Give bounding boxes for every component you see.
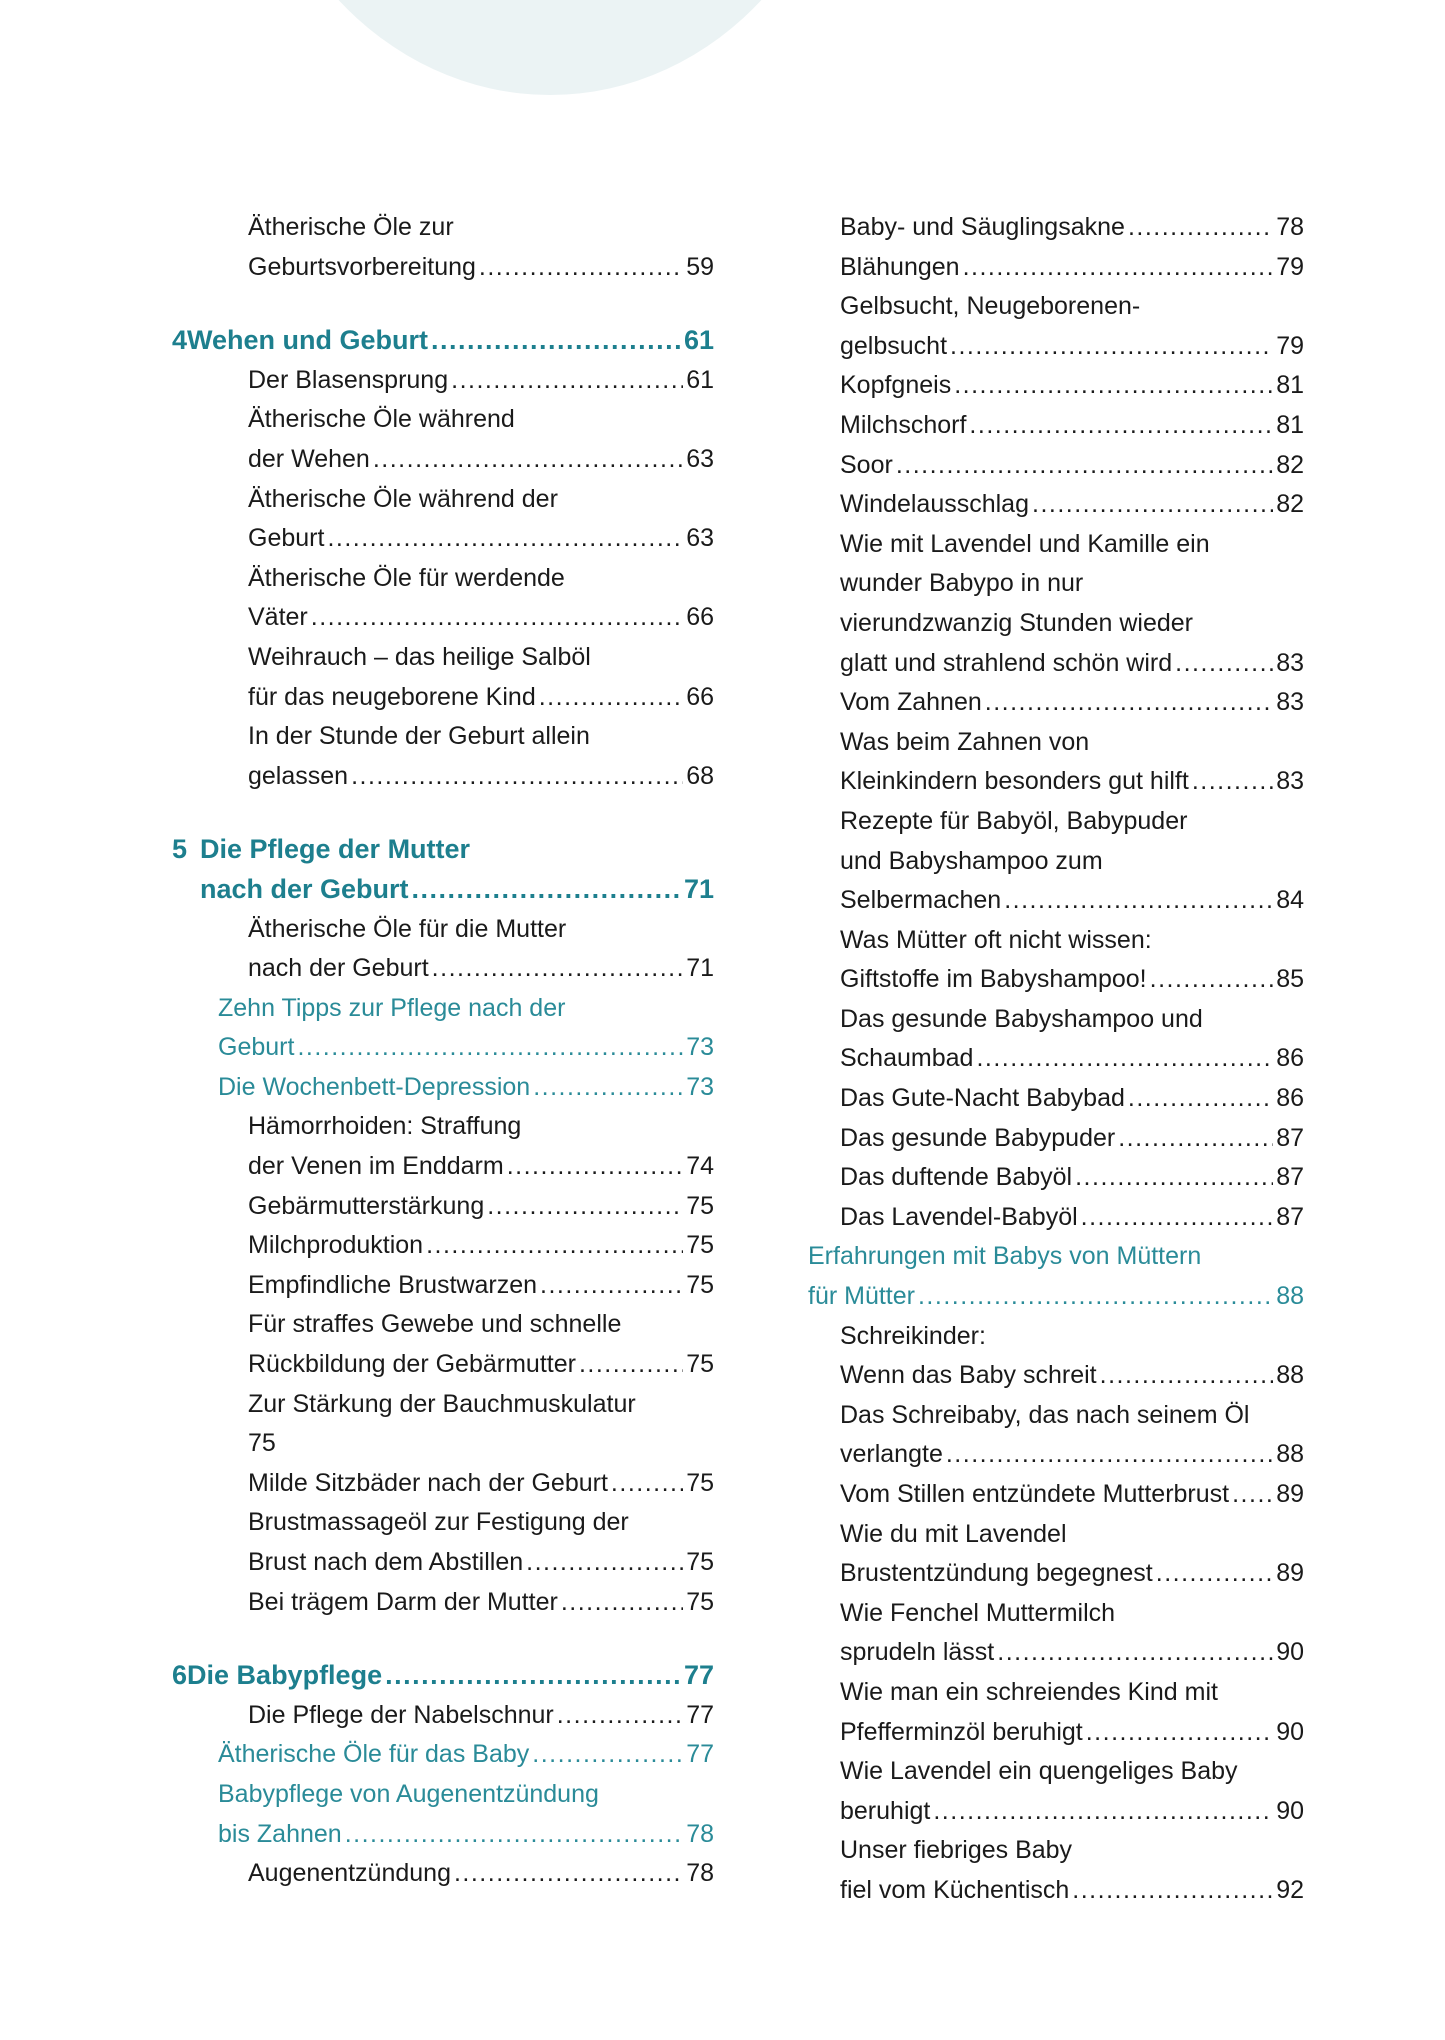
toc-section-link[interactable] [172,989,714,1068]
page-number: 88 [1276,1440,1304,1469]
toc-entry[interactable] [172,559,714,638]
dot-leader [1192,762,1273,802]
toc-entry[interactable] [172,208,714,287]
entry-title: Wie du mit Lavendel [840,1519,1067,1548]
page-number: 89 [1276,1559,1304,1588]
toc-entry[interactable] [808,1158,1304,1198]
page-number: 61 [683,325,714,356]
entry-title: Für straffes Gewebe und schnelle [248,1310,622,1339]
page-number: 73 [686,1033,714,1062]
entry-title: Unser fiebriges Baby [840,1836,1073,1865]
entry-title: Das gesunde Babyshampoo und [840,1004,1203,1033]
dot-leader [997,1633,1273,1673]
page-number: 84 [1276,886,1304,915]
entry-title: Wehen und Geburt [187,325,429,356]
toc-entry[interactable] [808,248,1304,288]
toc-entry[interactable] [172,717,714,796]
dot-leader [533,1068,683,1108]
dot-leader [311,598,683,638]
entry-title: Ätherische Öle für das Baby [218,1740,530,1769]
toc-entry[interactable] [808,208,1304,248]
page-number: 75 [686,1231,714,1260]
toc-entry[interactable] [172,1583,714,1623]
entry-title: In der Stunde der Geburt allein [248,722,590,751]
entry-title: Wenn das Baby schreit [840,1361,1097,1390]
toc-entry[interactable] [172,1226,714,1266]
dot-leader [985,683,1273,723]
entry-title: Das Lavendel-Babyöl [840,1202,1078,1231]
toc-entry[interactable] [172,400,714,479]
toc-entry[interactable] [172,1187,714,1227]
page-number: 83 [1276,648,1304,677]
entry-title: Das gesunde Babypuder [840,1123,1116,1152]
page-number: 78 [686,1859,714,1888]
entry-title: glatt und strahlend schön wird [840,648,1173,677]
entry-title: wunder Babypo in nur [840,569,1084,598]
page-number: 86 [1276,1084,1304,1113]
entry-title: Das duftende Babyöl [840,1163,1073,1192]
toc-entry[interactable] [808,921,1304,1000]
toc-entry[interactable] [808,1198,1304,1238]
dot-leader [950,327,1273,367]
page-number: 89 [1276,1480,1304,1508]
entry-title: Schreikinder: [840,1321,986,1350]
page-number: 74 [686,1152,714,1181]
page-number: 68 [686,761,714,790]
page-number: 63 [686,524,714,553]
toc-entry[interactable] [172,910,714,989]
dot-leader [526,1543,683,1583]
dot-leader [532,1735,683,1775]
entry-title: nach der Geburt [200,873,409,904]
entry-title: Geburt [218,1033,295,1062]
page-number: 59 [686,252,714,281]
dot-leader [1075,1158,1273,1198]
toc-column-right [808,208,1304,1911]
dot-leader [1150,960,1274,1000]
entry-title: und Babyshampoo zum [840,846,1103,875]
toc-chapter-heading[interactable] [172,321,714,361]
page-number: 75 [686,1468,714,1497]
dot-leader [557,1696,683,1736]
toc-entry[interactable] [172,638,714,717]
entry-title: Die Pflege der Nabelschnur [248,1700,554,1729]
entry-title: Gebärmutterstärkung [248,1191,485,1220]
toc-entry[interactable] [808,1752,1304,1831]
dot-leader [540,1266,683,1306]
entry-title: Augenentzündung [248,1859,451,1888]
entry-title: Hämorrhoiden: Straffung [248,1112,522,1141]
dot-leader [351,757,683,797]
page-number: 83 [1276,767,1304,796]
entry-title: für Mütter [808,1282,915,1311]
toc-entry[interactable] [172,480,714,559]
entry-title: 75 [248,1429,276,1458]
entry-title: sprudeln lässt [840,1638,995,1667]
entry-title: Kopfgneis [840,371,952,400]
entry-title: nach der Geburt [248,954,429,983]
toc-entry[interactable] [172,361,714,401]
chapter-number: 6 [172,1660,188,1691]
page-number: 82 [1276,490,1304,519]
page-number: 61 [686,365,714,394]
entry-title: Das Gute-Nacht Babybad [840,1084,1125,1113]
entry-title: Ätherische Öle während der [248,484,558,513]
entry-title: für das neugeborene Kind [248,682,536,711]
entry-title: Selbermachen [840,886,1002,915]
page-number: 75 [686,1350,714,1379]
dot-leader [611,1464,683,1504]
entry-title: Empfindliche Brustwarzen [248,1270,538,1299]
toc-chapter-heading[interactable] [172,830,714,909]
dot-leader [561,1583,683,1623]
page-number: 75 [686,1548,714,1576]
toc-entry[interactable] [808,485,1304,525]
dot-leader [487,1187,683,1227]
entry-title: Brustmassageöl zur Festigung der [248,1508,629,1537]
toc-entry[interactable] [808,1079,1304,1119]
entry-title: gelassen [248,761,349,790]
dot-leader [1004,881,1273,921]
entry-title: Bei trägem Darm der Mutter [248,1587,558,1616]
page-number: 82 [1276,450,1304,479]
page-number: 90 [1276,1796,1304,1825]
page-number: 66 [686,682,714,711]
entry-title: Die Pflege der Mutter [200,834,471,865]
toc-section-link[interactable] [808,1237,1304,1316]
page-number: 75 [686,1270,714,1299]
entry-title: der Venen im Enddarm [248,1152,504,1181]
entry-title: Wie Lavendel ein quengeliges Baby [840,1757,1238,1786]
toc-entry[interactable] [808,525,1304,683]
dot-leader [426,1226,683,1266]
page-number: 79 [1276,331,1304,360]
toc-column-left [172,208,714,1894]
toc-entry[interactable] [808,802,1304,921]
page-number: 88 [1276,1282,1304,1311]
page-number: 78 [686,1819,714,1848]
page-number: 78 [1276,213,1304,241]
page-number: 79 [1276,252,1304,281]
dot-leader [373,440,683,480]
page-number: 75 [686,1587,714,1616]
toc-entry[interactable] [808,1515,1304,1594]
toc-entry[interactable] [808,1594,1304,1673]
entry-title: Väter [248,603,308,632]
dot-leader [345,1815,683,1855]
entry-title: Wie man ein schreiendes Kind mit [840,1677,1218,1706]
page-number: 90 [1276,1717,1304,1746]
dot-leader [454,1854,683,1894]
entry-title: Milchproduktion [248,1231,424,1260]
decorative-circle [245,0,855,95]
entry-title: Rückbildung der Gebärmutter [248,1350,576,1379]
dot-leader [1175,644,1273,684]
entry-title: Was Mütter oft nicht wissen: [840,925,1152,954]
dot-leader [1232,1475,1273,1515]
page-number: 63 [686,444,714,473]
entry-title: Geburt [248,524,325,553]
dot-leader [1128,208,1273,248]
entry-title: Zur Stärkung der Bauchmuskulatur [248,1389,636,1418]
entry-title: Ätherische Öle für werdende [248,563,565,592]
entry-title: Gelbsucht, Neugeborenen- [840,292,1141,321]
toc-entry[interactable] [808,1396,1304,1475]
dot-leader [539,678,683,718]
toc-entry[interactable] [172,1503,714,1582]
dot-leader [327,519,683,559]
toc-entry[interactable] [808,683,1304,723]
entry-title: Vom Stillen entzündete Mutterbrust [840,1480,1230,1508]
page-number: 87 [1276,1163,1304,1192]
dot-leader [1128,1079,1273,1119]
entry-title: Brust nach dem Abstillen [248,1548,524,1576]
entry-title: Babypflege von Augenentzündung [218,1779,599,1808]
toc-entry[interactable] [172,1464,714,1504]
entry-title: Schaumbad [840,1044,974,1073]
page-number: 86 [1276,1044,1304,1073]
dot-leader [918,1277,1273,1317]
page-number: 83 [1276,688,1304,717]
entry-title: Was beim Zahnen von [840,727,1090,756]
dot-leader [432,949,684,989]
entry-title: Milchschorf [840,410,967,439]
entry-title: Die Wochenbett-Depression [218,1072,531,1101]
entry-title: der Wehen [248,444,370,473]
page-number: 87 [1276,1202,1304,1231]
dot-leader [1081,1198,1274,1238]
page-number: 81 [1276,410,1304,439]
page-number: 75 [686,1191,714,1220]
dot-leader [976,1039,1273,1079]
toc-entry[interactable] [808,1475,1304,1515]
toc-chapter-heading[interactable] [172,1656,714,1696]
entry-title: Brustentzündung begegnest [840,1559,1153,1588]
entry-title: Kleinkindern besonders gut hilft [840,767,1189,796]
dot-leader [507,1147,683,1187]
toc-section-link[interactable] [172,1068,714,1108]
entry-title: Pfefferminzöl beruhigt [840,1717,1083,1746]
dot-leader [1032,485,1273,525]
dot-leader [896,446,1273,486]
page-number: 77 [686,1700,714,1729]
toc-entry[interactable] [172,1305,714,1384]
dot-leader [946,1435,1273,1475]
toc-entry[interactable] [808,1000,1304,1079]
toc-entry[interactable] [172,1266,714,1306]
toc-entry[interactable] [808,1119,1304,1159]
toc-entry[interactable] [808,446,1304,486]
entry-title: Ätherische Öle für die Mutter [248,914,567,943]
page-number: 71 [683,873,714,904]
chapter-number: 4 [172,325,188,356]
toc-section-link[interactable] [172,1735,714,1775]
toc-entry[interactable] [808,406,1304,446]
dot-leader [412,870,681,910]
dot-leader [297,1028,683,1068]
entry-title: verlangte [840,1440,943,1469]
toc-entry[interactable] [808,1317,1304,1396]
page-number: 92 [1276,1875,1304,1904]
page-number: 71 [686,954,714,983]
toc-entry[interactable] [172,1107,714,1186]
entry-title: vierundzwanzig Stunden wieder [840,608,1193,637]
dot-leader [954,366,1273,406]
toc-section-link[interactable] [172,1775,714,1854]
entry-title: Ätherische Öle zur [248,213,454,241]
entry-title: Windelausschlag [840,490,1029,519]
dot-leader [431,321,681,361]
toc-entry[interactable] [172,1696,714,1736]
entry-title: Das Schreibaby, das nach seinem Öl [840,1400,1250,1429]
dot-leader [385,1656,681,1696]
dot-leader [963,248,1274,288]
page-number: 81 [1276,371,1304,400]
toc-entry[interactable] [172,1854,714,1894]
page-number: 77 [686,1740,714,1769]
entry-title: Wie mit Lavendel und Kamille ein [840,529,1210,558]
toc-entry[interactable] [808,723,1304,802]
entry-title: Der Blasensprung [248,365,449,394]
dot-leader [1072,1871,1273,1911]
entry-title: Vom Zahnen [840,688,982,717]
page-number: 85 [1276,965,1304,994]
page-number: 90 [1276,1638,1304,1667]
entry-title: Zehn Tipps zur Pflege nach der [218,993,566,1022]
dot-leader [1100,1356,1274,1396]
page-number: 77 [683,1660,714,1691]
dot-leader [969,406,1273,446]
dot-leader [479,248,683,288]
dot-leader [1156,1554,1273,1594]
toc-entry[interactable] [808,287,1304,366]
entry-title: Weihrauch – das heilige Salböl [248,642,591,671]
entry-title: beruhigt [840,1796,931,1825]
toc-entry[interactable] [172,1385,714,1464]
entry-title: Wie Fenchel Muttermilch [840,1598,1116,1627]
entry-title: fiel vom Küchentisch [840,1875,1070,1904]
entry-title: Rezepte für Babyöl, Babypuder [840,806,1188,835]
entry-title: Blähungen [840,252,960,281]
dot-leader [1086,1713,1273,1753]
toc-entry[interactable] [808,1831,1304,1910]
dot-leader [579,1345,683,1385]
entry-title: Erfahrungen mit Babys von Müttern [808,1242,1202,1271]
entry-title: bis Zahnen [218,1819,342,1848]
dot-leader [451,361,683,401]
entry-title: Baby- und Säuglingsakne [840,213,1125,241]
entry-title: gelbsucht [840,331,948,360]
page-number: 88 [1276,1361,1304,1390]
entry-title: Geburtsvorbereitung [248,252,476,281]
page-number: 73 [686,1072,714,1101]
chapter-number: 5 [172,834,188,865]
entry-title: Giftstoffe im Babyshampoo! [840,965,1147,994]
toc-entry[interactable] [808,366,1304,406]
dot-leader [1118,1119,1273,1159]
page-number: 66 [686,603,714,632]
entry-title: Milde Sitzbäder nach der Geburt [248,1468,608,1497]
toc-entry[interactable] [808,1673,1304,1752]
dot-leader [933,1792,1273,1832]
page-number: 87 [1276,1123,1304,1152]
entry-title: Ätherische Öle während [248,405,515,434]
entry-title: Die Babypflege [187,1660,383,1691]
entry-title: Soor [840,450,893,479]
